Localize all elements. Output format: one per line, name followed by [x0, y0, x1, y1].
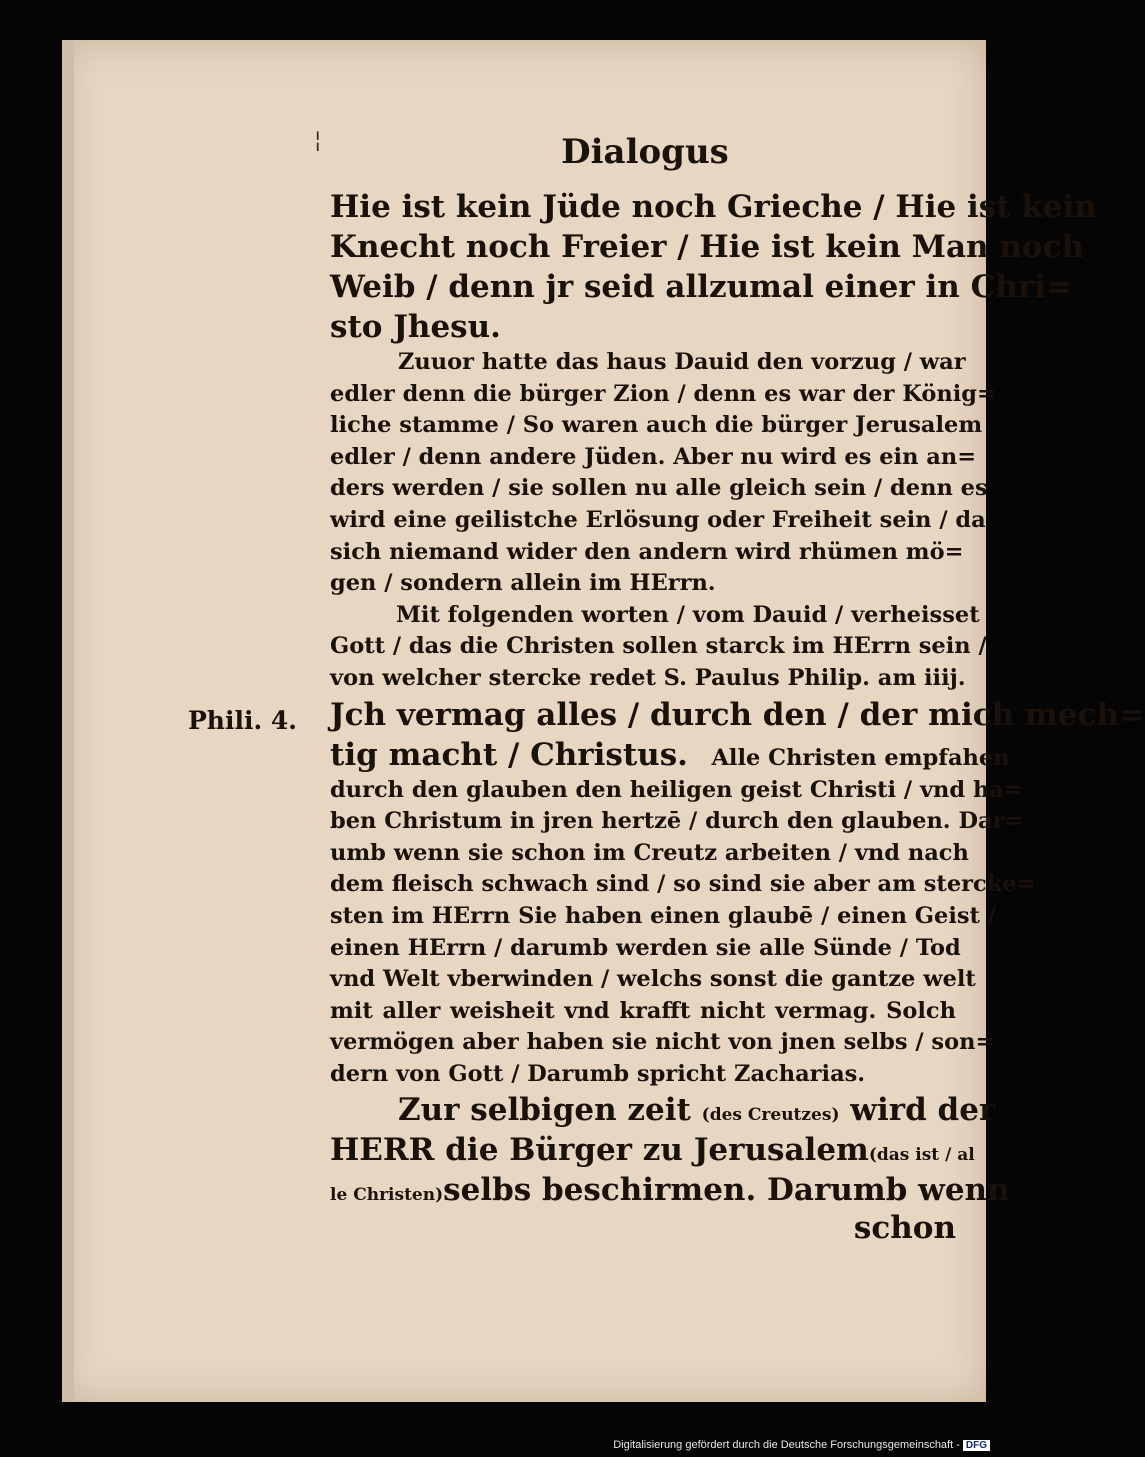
text-line: edler denn die bürger Zion / denn es war der König= [330, 380, 996, 407]
text-line: durch den glauben den heiligen geist Christi / vnd ha= [330, 776, 1023, 803]
text-line: Hie ist kein Jüde noch Grieche / Hie ist kein [330, 189, 1097, 225]
margin-mark: ¦ [314, 128, 322, 153]
text-line: edler / denn andere Jüden. Aber nu wird es ein an= [330, 443, 977, 470]
text-line: sich niemand wider den andern wird rhümen mö= [330, 538, 964, 565]
quote-line: Jch vermag alles / durch den / der mich mech= [330, 696, 1145, 733]
text-line: ders werden / sie sollen nu alle gleich sein / denn es [330, 475, 988, 502]
catchword: schon [853, 1210, 956, 1247]
quote-line [330, 1130, 975, 1170]
text-line: von welcher stercke redet S. Paulus Philip. am iiij. [330, 664, 966, 691]
text-run: Zur selbigen zeit [398, 1092, 691, 1129]
text-line: umb wenn sie schon im Creutz arbeiten / vnd nach [330, 839, 969, 866]
text-line: Mit folgenden worten / vom Dauid / verheisset [396, 601, 980, 628]
text-run: selbs beschirmen. Darumb wenn [443, 1172, 1010, 1209]
text-line: sten im HErrn Sie haben einen glaubē / einen Geist / [330, 902, 996, 929]
text-line: dem fleisch schwach sind / so sind sie aber am stercke= [330, 871, 1036, 898]
text-line: einen HErrn / darumb werden sie alle Sünde / Tod [330, 934, 961, 961]
text-line: Knecht noch Freier / Hie ist kein Man noch [330, 229, 1085, 265]
page-gutter [62, 40, 74, 1402]
text-line: sto Jhesu. [330, 309, 501, 345]
text-run: Alle Christen empfahen [711, 744, 1010, 771]
text-line: Gott / das die Christen sollen starck im HErrn sein / [330, 633, 987, 660]
parenthetical: le Christen) [330, 1185, 444, 1206]
text-line: Weib / denn jr seid allzumal einer in Chri= [330, 269, 1072, 305]
margin-note: Phili. 4. [188, 706, 297, 735]
text-line: vnd Welt vberwinden / welchs sonst die gantze welt [330, 966, 976, 993]
text-line: gen / sondern allein im HErrn. [330, 570, 716, 597]
text-line: Zuuor hatte das haus Dauid den vorzug / war [398, 349, 966, 375]
text-run: HERR die Bürger zu Jerusalem [330, 1132, 869, 1169]
text-line: mit aller weisheit vnd krafft nicht vermag. Solch [330, 997, 956, 1024]
footer-credit [613, 1439, 990, 1451]
quote-line [330, 735, 1010, 775]
text-line: vermögen aber haben sie nicht von jnen selbs / son= [330, 1029, 995, 1056]
quote-line [330, 1170, 1010, 1210]
parenthetical: (das ist / al [868, 1145, 975, 1166]
text-block [330, 187, 1145, 1247]
funding-credit: Digitalisierung gefördert durch die Deutsche Forschungsgemeinschaft - [613, 1439, 960, 1451]
text-line: liche stamme / So waren auch die bürger Jerusalem [330, 412, 983, 439]
dfg-logo: DFG [963, 1440, 990, 1451]
text-line: wird eine geilistche Erlösung oder Freiheit sein / da [330, 506, 986, 533]
text-run: wird der [850, 1092, 996, 1129]
running-head: Dialogus [561, 132, 729, 172]
text-line: ben Christum in jren hertzē / durch den glauben. Dar= [330, 808, 1024, 835]
parenthetical: (des Creutzes) [701, 1105, 840, 1126]
quote-text: tig macht / Christus. [330, 736, 688, 773]
text-line: dern von Gott / Darumb spricht Zacharias. [330, 1060, 866, 1087]
quote-line [330, 1090, 996, 1130]
